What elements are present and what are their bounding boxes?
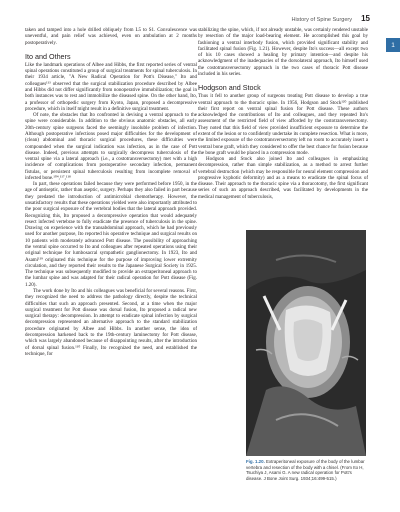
figure-label: Fig. 1.20. [246,459,265,464]
surgical-drawing-icon [246,230,366,456]
paragraph: stabilizing the spine, which, if not already unstable, was certainly rendered unstable by resection of the major load-bearing element. He accomplished this goal by fashioning a ventral interbody fusion, which provided significant stability and facilitated spinal fusion (Fig. 1.21). However, despite Ito's success—all except two of his 10 cases showed a healing by primary intention—and despite his acknowledgment of the inadequacies of the dorsolateral approach, Ito himself used the costotransversectomy approach in the two cases of thoracic Pott disease included in his series. [198,28,368,77]
figure-caption-text: Extraperitoneal exposure of the body of the lumbar vertebra and resection of the body with a chisel. (From Ito H, Tsuchiya J, Asami G. A new radical operation for Pott's disease. J Bone Joint Surg. 1934;16:499-515.) [246,459,365,481]
left-column [25,28,197,358]
right-column [198,28,368,201]
running-title: History of Spine Surgery [291,17,353,23]
chapter-tab: 1 [386,38,400,52]
paragraph: Hodgson and Stock also joined Ito and colleagues in emphasizing decompression, rather than simple stabilization, as a method to arrest further vertebral destruction (which may be responsible for neural element compression and progressive kyphotic deformity) and as a means to eradicate the spinal focus of disease. Their approach to the thoracic spine via a thoracotomy, the first significant series of such an approach described, was facilitated by developments in the medical management of tuberculosis, [198,157,368,200]
paragraph: taken and tamped into a hole drilled obliquely from L5 to S1. Convalescence was uneventful, and pain relief was achieved, even on ambulation at 2 months postoperatively. [25,28,197,46]
section-heading: Hodgson and Stock [198,83,261,93]
page-number: 15 [361,14,370,23]
paragraph: Thus it fell to another group of surgeons treating Pott disease to develop a true ventral approach to the thoracic spine. In 1956, Hodgson and Stock¹²⁰ published their first report on ventral spinal fusion for Pott disease. These authors acknowledged the contributions of Ito and colleagues, and they repeated Ito's assessment of the restricted field of view afforded by the costotransversectomy. They noted that this field of view provided insufficient exposure to determine the extent of the lesion or to confidently undertake its complete resection. What is more, the limited exposure of the costotransversectomy left no room to accurately insert a ventral bone graft, which they considered to offer the best chance for fusion because the bone graft would be placed in a compression mode. [198,94,368,156]
paragraph: Like the landmark operations of Albee and Hibbs, the first reported series of ventral spinal operations constituted a group of surgical treatments for spinal tuberculosis. In their 1934 article, "A New Radical Operation for Pott's Disease," Ito and colleagues¹¹³ observed that the surgical stabilization procedure described by Albee and Hibbs did not differ significantly from nonoperative immobilization; the goal in both instances was to rest and immobilize the diseased spine. On the other hand, Ito, a professor of orthopedic surgery from Kyoto, Japan, proposed a decompressive procedure, which in itself might result in a definitive surgical treatment. [25,62,197,112]
paragraph: Of note, the obstacles that Ito confronted in devising a ventral approach to the spine were considerable. In addition to the obvious anatomic obstacles, all early 20th-century spine surgeons faced the seemingly insoluble problem of infection. Although postoperative infections posed major difficulties for the development of (clean) abdominal and thoracic surgical procedures, these difficulties were compounded when the surgical indication was infection, as in the case of Pott disease. Indeed, previous attempts to surgically decompress tuberculosis of the ventral spine via a lateral approach (i.e., a costotransversectomy) met with a high incidence of complications from postoperative secondary infection, permanent fistulas, or persistent spinal tuberculosis resulting from incomplete removal of infected bone.¹⁰⁴,¹¹⁷,¹¹⁸ [25,113,197,181]
paragraph: The work done by Ito and his colleagues was beneficial for several reasons. First, they recognized the need to address the pathology directly, despite the technical difficulties that such an approach presented. Second, at a time when the major surgical treatment for Pott disease was dorsal fusion, Ito proposed a radical new surgical therapy: decompression. In attempt to eradicate spinal infection by surgical decompression represented an alternative approach to the standard stabilization procedure originated by Albee and Hibbs. In another sense, the idea of decompression harkened back to the 19th-century laminectomy for Pott disease, which was largely abandoned because of disappointing results, after the introduction of dorsal spinal fusion.¹¹⁰ Finally, Ito recognized the need, and established the technique, for [25,288,197,357]
figure [246,230,366,502]
paragraph: In part, these operations failed because they were performed before 1950, in the age of antiseptic, rather than aseptic, surgery. Perhaps they also failed in part because they predated the introduction of antimicrobial chemotherapy. However, the unsatisfactory results that these operations yielded were also importantly attributed to the poor surgical exposure of the vertebral bodies that the lateral approach provided. Recognizing this, Ito proposed a decompressive operation that would adequately resect infected vertebrae to fully eradicate the presence of tuberculosis in the spine. Drawing on experience with the transabdominal approach, which he had previously used for another purpose, Ito reported his operative technique and surgical results on 10 patients with moderately advanced Pott disease. The possibility of approaching the ventral spine occurred to Ito and colleagues after repeated operations using their original technique for lumbosacral sympathetic ganglionectomy. In 1923, Ito and Asami¹¹⁹ originated this technique for the purpose of improving lower extremity circulation, and they reported their results to the Japanese Surgical Society in 1925. The technique was subsequently modified to provide an extraperitoneal approach to the lumbar spine and was adapted for their radical operation for Pott disease (Fig. 1.20). [25,182,197,288]
surgical-illustration [246,230,366,456]
section-heading: Ito and Others [25,51,71,61]
figure-caption [246,459,366,481]
page-header [291,14,370,26]
